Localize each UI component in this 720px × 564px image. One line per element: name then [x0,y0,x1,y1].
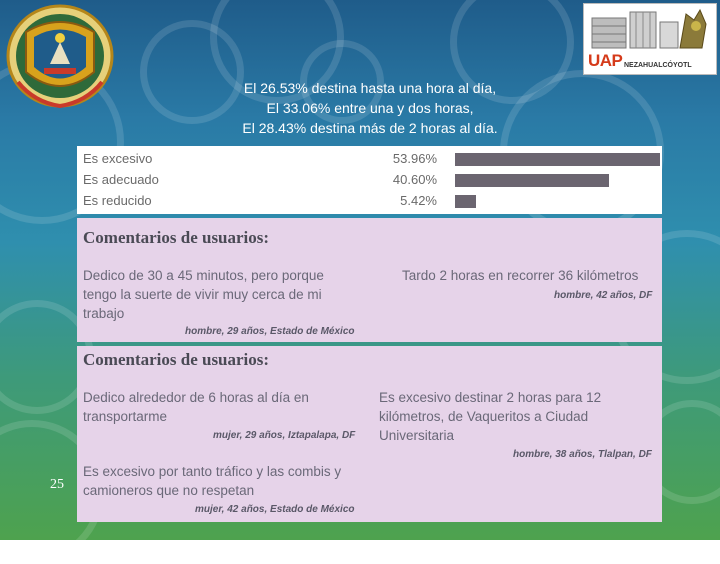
logo-brand: UAP [588,51,623,70]
comment-text: Dedico de 30 a 45 minutos, pero porque tengo la suerte de vivir muy cerca de mi trabajo [83,268,324,321]
stat-label: Es excesivo [83,151,153,166]
caption-line: El 33.06% entre una y dos horas, [266,100,474,116]
building-icon [584,4,716,56]
comments-panel [77,218,662,342]
stat-value: 53.96% [392,151,437,166]
comment-author: hombre, 42 años, DF [554,290,653,301]
page-number: 25 [50,477,64,492]
stats-table [77,146,662,214]
comment-author: mujer, 42 años, Estado de México [195,504,355,515]
stat-bar [455,174,609,187]
stat-label: Es adecuado [83,172,159,187]
stat-row [77,170,662,190]
stat-label: Es reducido [83,193,152,208]
comment-author: mujer, 29 años, Iztapalapa, DF [213,430,356,441]
stat-value: 5.42% [400,193,437,208]
comments-panel [77,346,662,522]
comment-text: Tardo 2 horas en recorrer 36 kilómetros [402,268,639,283]
caption-line: El 28.43% destina más de 2 horas al día. [242,120,498,136]
state-seal [4,2,116,110]
comment-text: Es excesivo destinar 2 horas para 12 kilómetros, de Vaqueritos a Ciudad Universitaria [379,390,602,443]
stat-bar [455,195,476,208]
panel-title: Comentarios de usuarios: [83,228,270,247]
stat-row [77,191,662,211]
panel-title: Comentarios de usuarios: [83,350,270,369]
caption-line: El 26.53% destina hasta una hora al día, [243,80,497,96]
caption [200,78,540,138]
stat-row [77,149,662,169]
comment-text: Es excesivo por tanto tráfico y las combis y camioneros que no respetan [83,464,342,498]
comment-author: hombre, 29 años, Estado de México [185,326,355,337]
logo-subtitle: NEZAHUALCÓYOTL [624,62,692,69]
stat-bar [455,153,660,166]
stat-value: 40.60% [392,172,437,187]
comment-author: hombre, 38 años, Tlalpan, DF [513,449,652,460]
comment-text: Dedico alrededor de 6 horas al día en transportarme [83,390,309,424]
uap-logo [583,3,717,75]
